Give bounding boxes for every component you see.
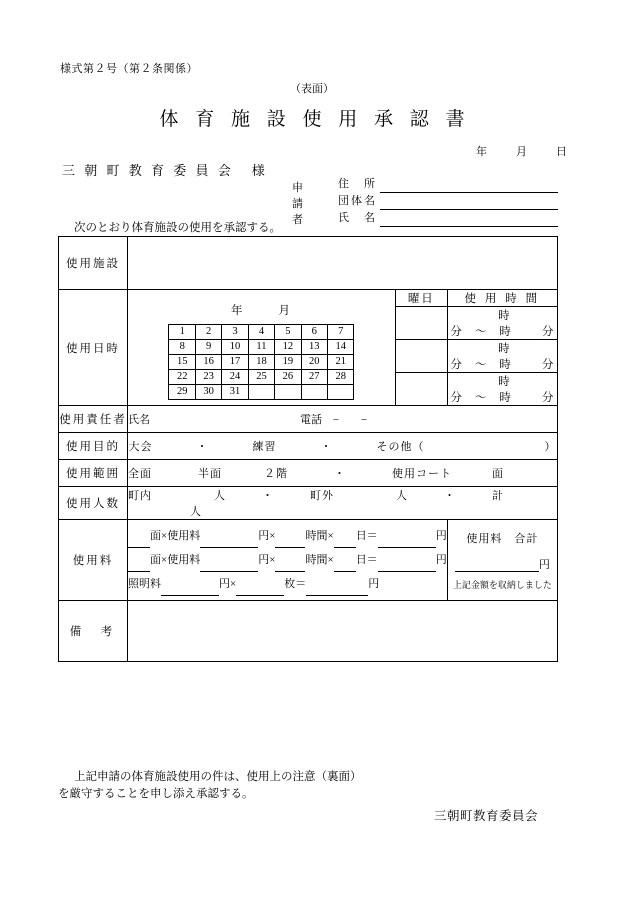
calendar-day[interactable]: 31 <box>222 384 248 399</box>
dow-input-1[interactable] <box>395 307 447 340</box>
fee-total-cell[interactable] <box>447 520 557 601</box>
people-sep-1: ・ <box>262 490 275 502</box>
applicant-address-label: 住 所 <box>338 178 377 190</box>
purpose-close-paren: ） <box>544 441 557 453</box>
calendar-day[interactable]: 25 <box>248 369 274 384</box>
fee-area-input-2[interactable] <box>128 558 150 572</box>
calendar-header <box>128 296 395 324</box>
time-from-hour: 時 <box>498 310 511 322</box>
time-to-hour: 時 <box>499 326 512 338</box>
calendar-day[interactable]: 5 <box>275 324 301 339</box>
time-header: 使 用 時 間 <box>447 290 557 307</box>
facility-label: 使用施設 <box>59 237 128 290</box>
applicant-label: 申請者 <box>292 182 304 226</box>
light-fee-t3: 枚＝ <box>284 578 307 590</box>
people-out-town-unit: 人 <box>396 490 409 502</box>
calendar-day[interactable]: 17 <box>222 354 248 369</box>
fee-line-2-t2: 円× <box>258 554 276 566</box>
approval-table <box>58 236 558 662</box>
addressee-name: 三 朝 町 教 育 委 員 会 <box>62 163 234 178</box>
people-sep-2: ・ <box>444 490 457 502</box>
time-from-hour: 時 <box>498 376 511 388</box>
people-in-town-label: 町内 <box>128 490 153 502</box>
applicant-address-row <box>338 176 558 193</box>
remarks-label: 備 考 <box>59 601 128 662</box>
dow-header: 曜日 <box>395 290 447 307</box>
table-row-responsible <box>59 406 558 433</box>
calendar-day[interactable]: 8 <box>169 339 195 354</box>
light-fee-total-input[interactable] <box>306 582 368 596</box>
page-title: 体 育 施 設 使 用 承 認 書 <box>159 109 471 130</box>
light-fee-label: 照明料 <box>128 578 162 590</box>
fee-line-1-t2: 円× <box>258 530 276 542</box>
calendar-cell[interactable] <box>128 290 396 406</box>
range-value[interactable] <box>128 460 558 487</box>
applicant-org-row <box>338 193 558 210</box>
dow-input-2[interactable] <box>395 340 447 373</box>
fee-detail[interactable] <box>128 520 448 601</box>
table-row-people <box>59 487 558 520</box>
range-sep: ・ <box>334 468 347 480</box>
people-out-town-label: 町外 <box>310 490 335 502</box>
calendar-day[interactable]: 15 <box>169 354 195 369</box>
table-row-purpose <box>59 433 558 460</box>
time-tilde: 〜 <box>474 359 488 371</box>
fee-line-1-t1: 面×使用料 <box>150 530 201 542</box>
dow-input-3[interactable] <box>395 373 447 406</box>
calendar-day[interactable] <box>328 384 354 399</box>
light-fee-t2: 円× <box>219 578 237 590</box>
fee-total-note: 上記金額を収納しました <box>452 579 552 590</box>
applicant-name-input[interactable] <box>380 211 558 227</box>
calendar-day[interactable]: 12 <box>275 339 301 354</box>
purpose-value[interactable] <box>128 433 558 460</box>
purpose-label: 使用目的 <box>59 433 128 460</box>
purpose-option-practice[interactable]: 練習 <box>252 441 277 453</box>
fee-line-1-t3: 時間× <box>305 530 334 542</box>
table-row-datetime-head <box>59 290 558 307</box>
calendar-day[interactable]: 9 <box>195 339 221 354</box>
fee-subtotal-input-2[interactable] <box>378 558 436 572</box>
remarks-value[interactable] <box>128 601 558 662</box>
fee-hours-input-2[interactable] <box>275 558 305 572</box>
calendar-day[interactable]: 22 <box>169 369 195 384</box>
light-fee-count-input[interactable] <box>236 582 284 596</box>
time-range-3[interactable] <box>447 373 557 406</box>
calendar-day[interactable]: 7 <box>328 324 354 339</box>
calendar-day[interactable]: 26 <box>275 369 301 384</box>
intro-text: 次のとおり体育施設の使用を承認する。 <box>74 222 281 234</box>
calendar-week-row <box>169 324 354 339</box>
fee-days-input-1[interactable] <box>334 534 356 548</box>
light-fee-unit-input[interactable] <box>161 582 219 596</box>
time-to-hour: 時 <box>499 359 512 371</box>
fee-total-input[interactable] <box>455 558 539 572</box>
fee-line-1-t5: 円 <box>435 530 447 542</box>
calendar-day[interactable]: 20 <box>301 354 327 369</box>
responsible-name-label: 氏名 <box>128 414 151 426</box>
calendar-day[interactable]: 4 <box>248 324 274 339</box>
tel-dash-2: − <box>360 414 368 426</box>
date-year-label: 年 <box>476 146 488 158</box>
applicant-name-row <box>338 210 558 227</box>
people-value[interactable] <box>128 487 558 520</box>
footer-note-line-1: 上記申請の体育施設使用の件は、使用上の注意（裏面） <box>74 771 362 783</box>
range-court-unit: 面 <box>492 468 505 480</box>
time-from-min: 分 <box>450 326 463 338</box>
fee-days-input-2[interactable] <box>334 558 356 572</box>
calendar-day[interactable]: 30 <box>195 384 221 399</box>
calendar-day[interactable]: 11 <box>248 339 274 354</box>
addressee-honorific: 様 <box>251 163 266 178</box>
people-total-unit: 人 <box>190 506 203 518</box>
calendar-day[interactable] <box>275 384 301 399</box>
fee-area-input-1[interactable] <box>128 534 150 548</box>
calendar-day[interactable]: 2 <box>195 324 221 339</box>
fee-unit-input-1[interactable] <box>200 534 258 548</box>
fee-unit-input-2[interactable] <box>200 558 258 572</box>
time-range-2[interactable] <box>447 340 557 373</box>
responsible-value[interactable] <box>128 406 558 433</box>
calendar-month-label: 月 <box>278 304 292 317</box>
calendar-week-row <box>169 339 354 354</box>
applicant-org-label: 団体名 <box>338 195 377 207</box>
applicant-fields <box>338 176 558 227</box>
fee-line-1[interactable] <box>128 524 447 548</box>
time-tilde: 〜 <box>474 326 488 338</box>
calendar-day[interactable]: 14 <box>328 339 354 354</box>
time-to-min: 分 <box>541 392 555 404</box>
applicant-name-label: 氏 名 <box>338 212 377 224</box>
date-line <box>476 143 568 159</box>
fee-total-amount[interactable] <box>448 556 557 572</box>
table-row-facility <box>59 237 558 290</box>
datetime-label: 使用日時 <box>59 290 128 406</box>
fee-total-unit: 円 <box>538 558 550 571</box>
people-total-label: 計 <box>492 490 505 502</box>
calendar-day[interactable]: 28 <box>328 369 354 384</box>
calendar-grid <box>168 324 354 400</box>
range-option-full[interactable]: 全面 <box>128 468 153 480</box>
time-to-min: 分 <box>541 326 555 338</box>
light-fee-t4: 円 <box>368 578 380 590</box>
fee-line-1-t4: 日＝ <box>355 530 378 542</box>
purpose-option-other[interactable]: その他（ <box>376 441 425 453</box>
table-row-range <box>59 460 558 487</box>
date-day-label: 日 <box>556 146 568 158</box>
time-range-1[interactable] <box>447 307 557 340</box>
purpose-option-tournament[interactable]: 大会 <box>128 441 153 453</box>
calendar-day[interactable] <box>301 384 327 399</box>
facility-value[interactable] <box>128 237 558 290</box>
purpose-sep-1: ・ <box>196 441 209 453</box>
people-in-town-unit: 人 <box>214 490 227 502</box>
fee-light-line[interactable] <box>128 572 447 596</box>
calendar-week-row <box>169 354 354 369</box>
calendar-day[interactable]: 10 <box>222 339 248 354</box>
calendar-day[interactable]: 29 <box>169 384 195 399</box>
fee-line-2-t5: 円 <box>435 554 447 566</box>
responsible-label: 使用責任者 <box>59 406 128 433</box>
fee-subtotal-input-1[interactable] <box>378 534 436 548</box>
range-option-half[interactable]: 半面 <box>198 468 223 480</box>
calendar-day[interactable]: 3 <box>222 324 248 339</box>
range-option-2f[interactable]: ２階 <box>264 468 289 480</box>
calendar-day[interactable]: 23 <box>195 369 221 384</box>
time-from-min: 分 <box>450 392 463 404</box>
time-to-min: 分 <box>541 359 555 371</box>
fee-line-2-t4: 日＝ <box>355 554 378 566</box>
footer-signature: 三朝町教育委員会 <box>433 809 538 823</box>
fee-total-title: 使用料 合計 <box>466 532 539 545</box>
date-month-label: 月 <box>516 146 528 158</box>
calendar-week-row <box>169 384 354 399</box>
applicant-org-input[interactable] <box>380 194 558 210</box>
applicant-address-input[interactable] <box>380 177 558 193</box>
tel-dash-1: − <box>332 414 340 426</box>
side-label: （表面） <box>290 83 334 95</box>
fee-label: 使用料 <box>59 520 128 601</box>
calendar-day[interactable]: 13 <box>301 339 327 354</box>
time-from-min: 分 <box>450 359 463 371</box>
time-tilde: 〜 <box>474 392 488 404</box>
people-label: 使用人数 <box>59 487 128 520</box>
table-row-fee <box>59 520 558 601</box>
table-row-remarks <box>59 601 558 662</box>
time-to-hour: 時 <box>499 392 512 404</box>
purpose-sep-2: ・ <box>320 441 333 453</box>
calendar-day[interactable]: 24 <box>222 369 248 384</box>
fee-hours-input-1[interactable] <box>275 534 305 548</box>
calendar-week-row <box>169 369 354 384</box>
footer-note-line-2: を厳守することを申し添え承認する。 <box>58 788 254 800</box>
calendar-day[interactable]: 21 <box>328 354 354 369</box>
calendar-day[interactable]: 18 <box>248 354 274 369</box>
addressee <box>62 160 266 179</box>
form-number: 様式第２号（第２条関係） <box>60 63 198 75</box>
calendar-day[interactable]: 16 <box>195 354 221 369</box>
range-court-label: 使用コート <box>392 468 453 480</box>
fee-line-2-t1: 面×使用料 <box>150 554 201 566</box>
range-label: 使用範囲 <box>59 460 128 487</box>
calendar-day[interactable]: 19 <box>275 354 301 369</box>
calendar-year-label: 年 <box>230 304 245 317</box>
calendar-day[interactable]: 1 <box>169 324 195 339</box>
calendar-day[interactable]: 27 <box>301 369 327 384</box>
footer-note <box>58 769 362 803</box>
time-from-hour: 時 <box>498 343 511 355</box>
calendar-day[interactable]: 6 <box>301 324 327 339</box>
fee-line-2-t3: 時間× <box>305 554 334 566</box>
calendar-day[interactable] <box>248 384 274 399</box>
responsible-tel-label: 電話 <box>300 414 323 426</box>
fee-line-2[interactable] <box>128 548 447 572</box>
